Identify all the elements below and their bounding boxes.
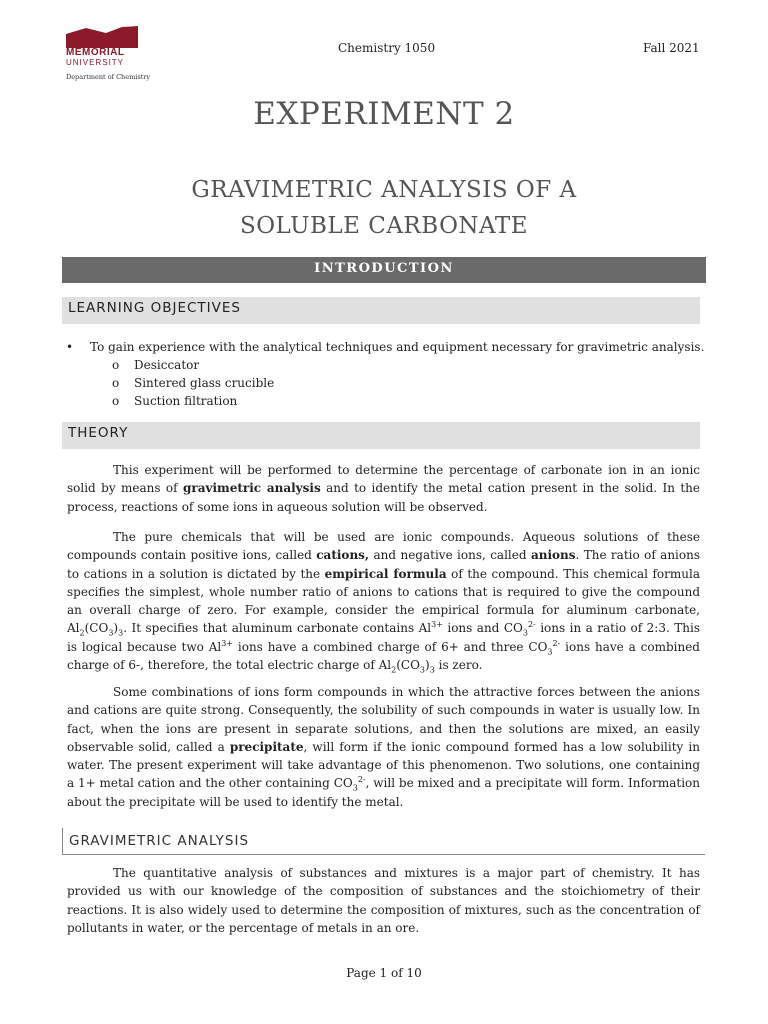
objectives-list xyxy=(66,338,704,410)
university-logo xyxy=(66,26,166,81)
term: Fall 2021 xyxy=(643,41,700,55)
page-title: EXPERIMENT 2 xyxy=(253,96,515,132)
logo-mark-icon xyxy=(66,26,138,48)
heading-learning-objectives: LEARNING OBJECTIVES xyxy=(62,297,700,324)
section-introduction: INTRODUCTION xyxy=(62,257,706,283)
circle-bullet-icon: o xyxy=(112,358,120,372)
page-number: Page 1 of 10 xyxy=(346,966,422,980)
list-item: o Sintered glass crucible xyxy=(112,376,275,390)
bullet-icon: • xyxy=(66,340,74,354)
department-name: Department of Chemistry xyxy=(66,73,151,81)
gravimetric-paragraph-1: The quantitative analysis of substances and mixtures is a major part of chemistry. It has provided us with our knowledge of the composition of substances and the stoichiometry of their reactions. It is also widely used to determine the composition of mixtures, such as the concentration of pollutants in water, or the percentage of metals in an ore. xyxy=(67,866,700,935)
subtitle-line1: GRAVIMETRIC ANALYSIS OF A xyxy=(191,177,577,203)
course-name: Chemistry 1050 xyxy=(338,41,436,55)
logo-line1: MEMORIAL xyxy=(66,47,125,58)
theory-paragraph-1: This experiment will be performed to determine the percentage of carbonate ion in an ionic solid by means of gravimetric analysis and to identify the metal cation present in the solid. In the process, reactions of some ions in aqueous solution will be observed. xyxy=(67,463,700,514)
list-item xyxy=(66,338,704,356)
objective-main: To gain experience with the analytical techniques and equipment necessary for gravimetric analysis. xyxy=(90,340,705,354)
logo-line2: UNIVERSITY xyxy=(66,58,125,67)
list-item: o Suction filtration xyxy=(112,394,238,408)
theory-paragraph-2: The pure chemicals that will be used are ionic compounds. Aqueous solutions of these compounds contain positive ions, called cations, and negative ions, called anions. The ratio of anions to cations in a solution is dictated by the empirical formula of the compound. This chemical formula specifies the simplest, whole number ratio of anions to cations that is required to give the compound an overall charge of zero. For example, consider the empirical formula for aluminum carbonate, $Al_2(CO_3)_3$. It specifies that aluminum carbonate contains $Al^{3+}$ ions and $CO_3^{2-}$ ions in a ratio of 2:3. This is logical because two $Al^{3+}$ ions have a combined charge of 6+ and three $CO_3^{2-}$ ions have a combined charge of 6-, therefore, the total electric charge of $Al_2(CO_3)_3$ is zero. xyxy=(67,530,700,675)
list-item: o Desiccator xyxy=(112,358,200,372)
theory-paragraph-3: Some combinations of ions form compounds in which the attractive forces between the anions and cations are quite strong. Consequently, the solubility of such compounds in water is usually low. In fact, when the ions are present in separate solutions, and then the solutions are mixed, an easily observable solid, called a precipitate, will form if the ionic compound formed has a low solubility in water. The present experiment will take advantage of this phenomenon. Two solutions, one containing a 1+ metal cation and the other containing $CO_3^{2-}$, will be mixed and a precipitate will form. Information about the precipitate will be used to identify the metal. xyxy=(67,685,700,809)
circle-bullet-icon: o xyxy=(112,394,120,408)
heading-gravimetric-analysis: GRAVIMETRIC ANALYSIS xyxy=(62,828,705,855)
heading-theory: THEORY xyxy=(62,422,700,449)
subtitle-line2: SOLUBLE CARBONATE xyxy=(239,213,529,239)
circle-bullet-icon: o xyxy=(112,376,120,390)
page-subtitle xyxy=(0,172,768,244)
